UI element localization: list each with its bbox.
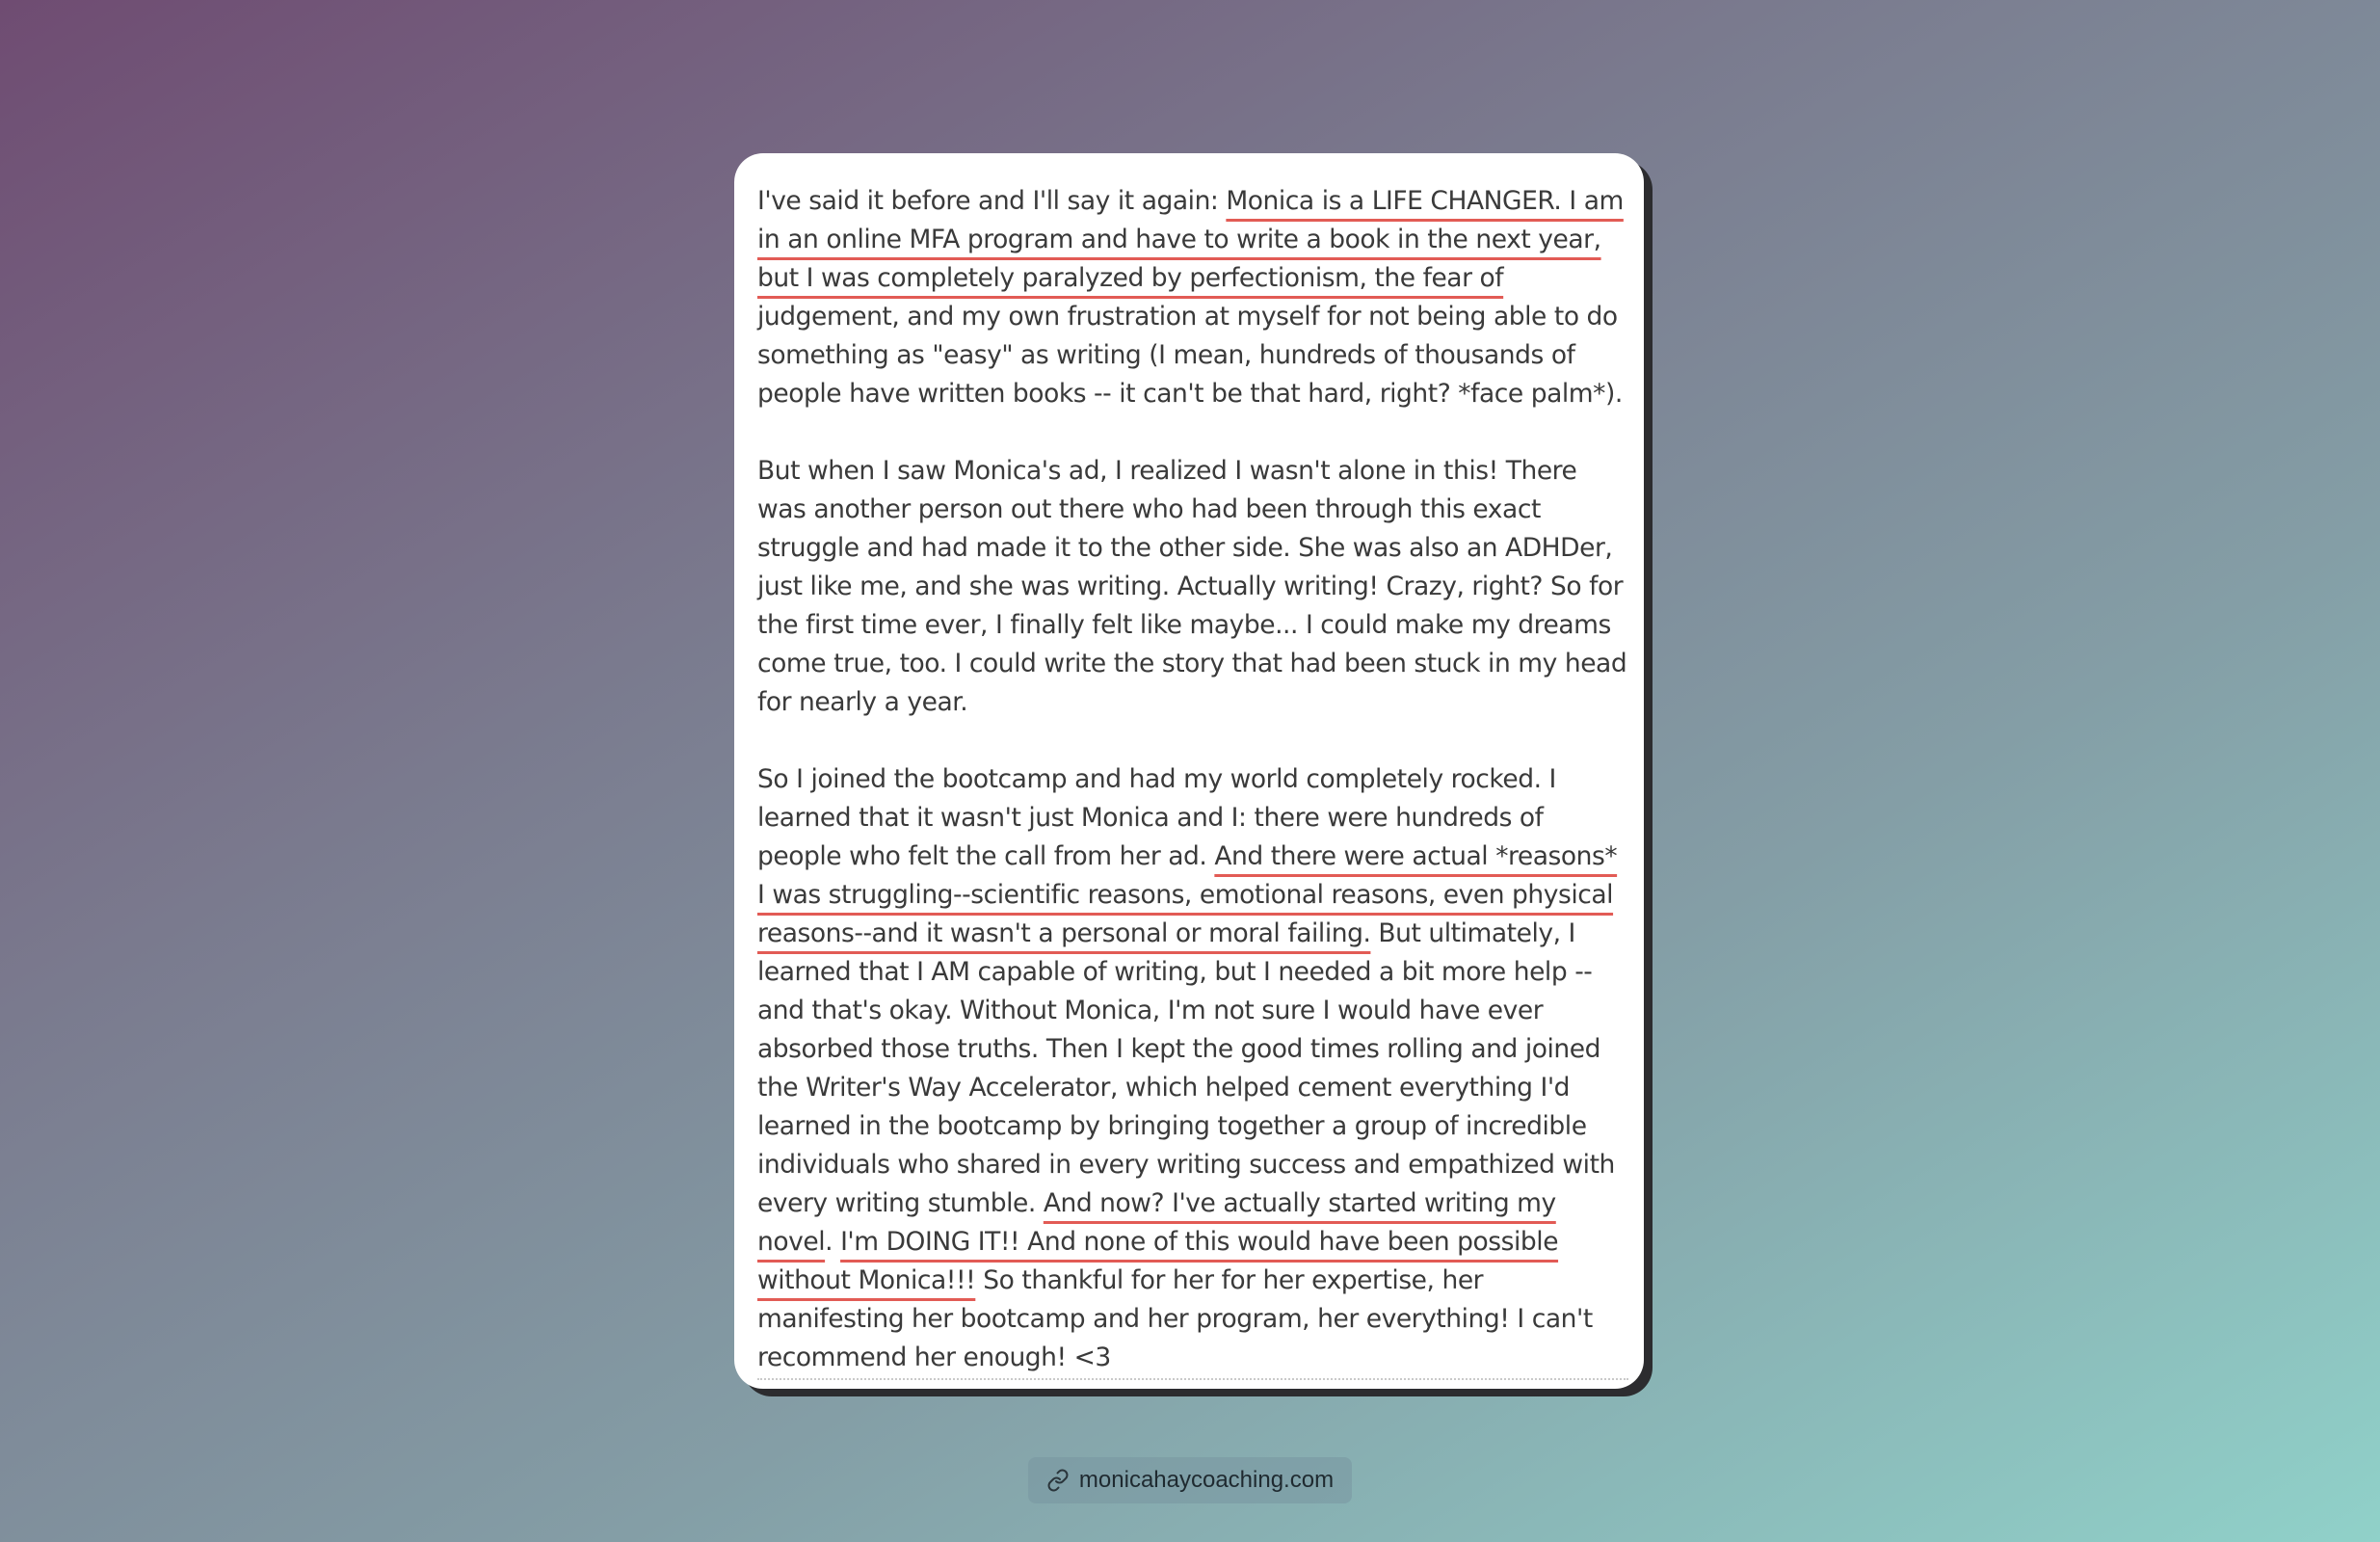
highlighted-text: And there were actual *reasons* I was struggling--scientific reasons, emotional reasons, even physical reasons--and it wasn't a personal or moral failing. — [757, 841, 1618, 948]
text-segment: judgement, and my own frustration at myself for not being able to do something as "easy" as writing (I mean, hundreds of thousands of people have written books -- it can't be that hard, right? *face palm*). — [757, 302, 1623, 409]
testimonial-paragraph-3 — [757, 760, 1630, 1377]
testimonial-card — [734, 153, 1644, 1389]
link-icon — [1046, 1469, 1070, 1492]
testimonial-text — [757, 182, 1630, 1377]
source-url: monicahaycoaching.com — [1078, 1467, 1335, 1493]
text-segment: But ultimately, I learned that I AM capable of writing, but I needed a bit more help -- and that's okay. Without Monica, I'm not sure I would have ever absorbed those truths. Then I kept the good times rolling and joined the Writer's Way Accelerator, which helped cement everything I'd learned in the bootcamp by bringing together a group of incredible individuals who shared in every writing success and empathized with every writing stumble. — [757, 918, 1615, 1218]
testimonial-paragraph-2: But when I saw Monica's ad, I realized I wasn't alone in this! There was another person out there who had been through this exact struggle and had made it to the other side. She was also an ADHDer, just like me, and she was writing. Actually writing! Crazy, right? So for the first time ever, I finally felt like maybe... I could make my dreams come true, too. I could write the story that had been stuck in my head for nearly a year. — [757, 456, 1627, 717]
source-link[interactable] — [1028, 1457, 1352, 1503]
testimonial-paragraph-1 — [757, 182, 1630, 413]
text-segment: . — [825, 1227, 841, 1257]
bottom-divider — [757, 1378, 1628, 1380]
text-segment: So thankful for her for her expertise, her manifesting her bootcamp and her program, her everything! I can't recommend her enough! <3 — [757, 1265, 1593, 1372]
text-segment: I've said it before and I'll say it again: — [757, 186, 1227, 216]
text-segment: So I joined the bootcamp and had my world completely rocked. I learned that it wasn't just Monica and I: there were hundreds of people who felt the call from her ad. — [757, 764, 1556, 871]
highlighted-text: Monica is a LIFE CHANGER. I am in an online MFA program and have to write a book in the next year, but I was completely paralyzed by perfectionism, the fear of — [757, 186, 1624, 293]
highlighted-text: I'm DOING IT!! And none of this would have been possible without Monica!!! — [757, 1227, 1559, 1295]
highlighted-text: And now? I've actually started writing my novel — [757, 1188, 1556, 1257]
